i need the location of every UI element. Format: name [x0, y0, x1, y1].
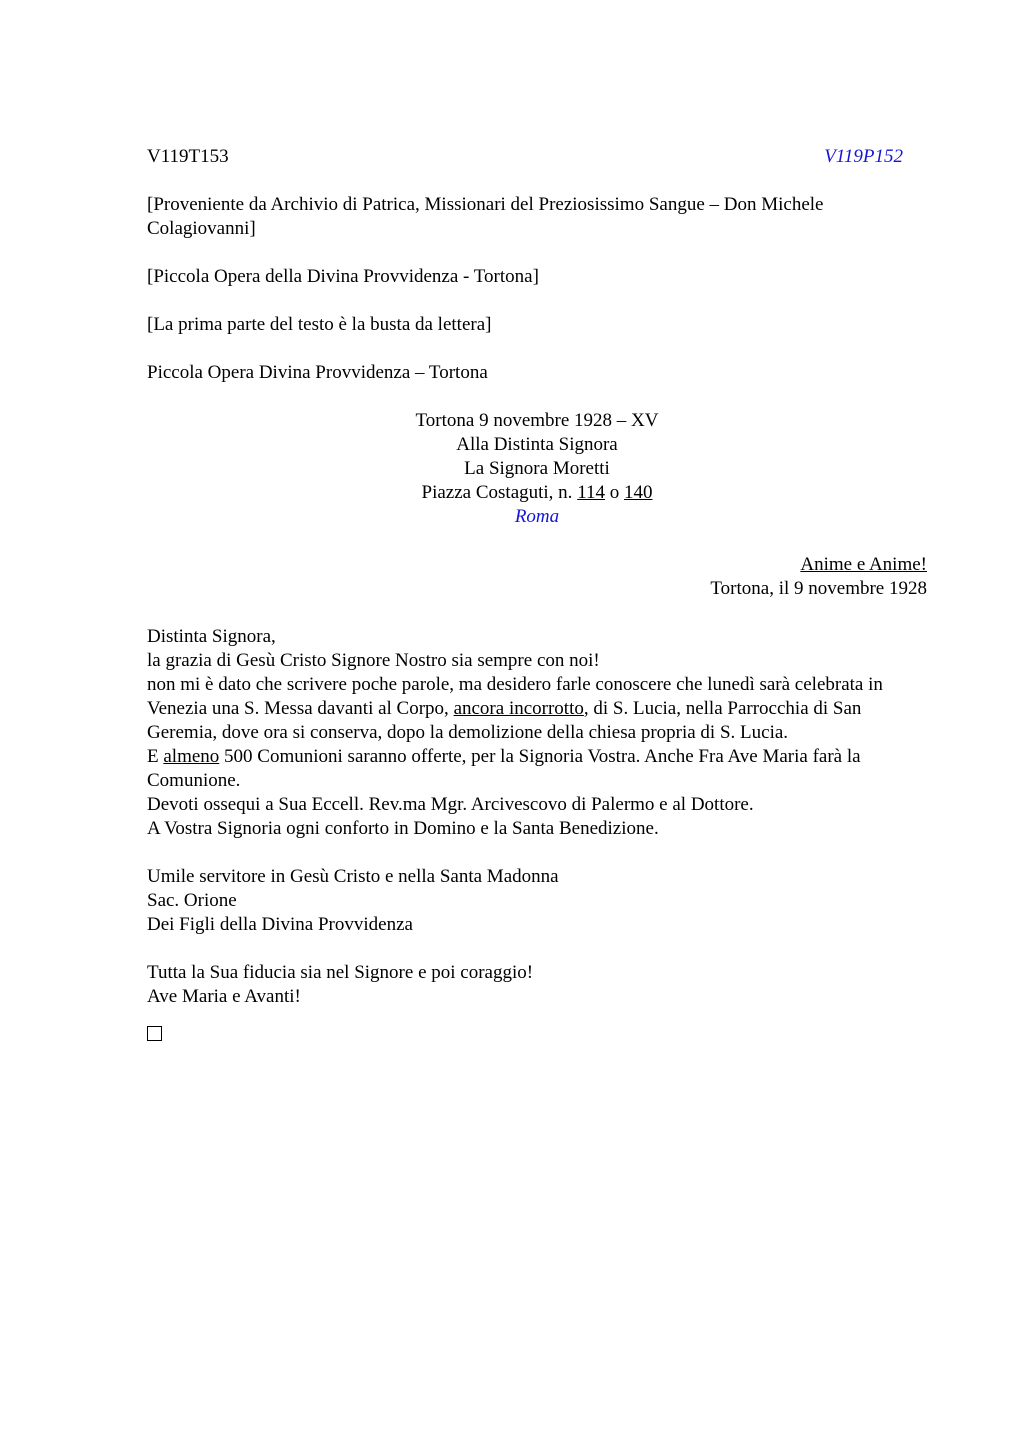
postscript: [147, 961, 927, 1009]
body-paragraph-2: [147, 745, 927, 793]
signature-name: Sac. Orione: [147, 890, 237, 911]
opera-note: [Piccola Opera della Divina Provvidenza - Tortona]: [147, 266, 539, 287]
document-id: V119T153: [147, 146, 229, 167]
body2-text-b: 500 Comunioni saranno offerte, per la Signoria Vostra. Anche Fra Ave Maria farà la Comunione.: [147, 746, 861, 791]
envelope-date: Tortona 9 novembre 1928 – XV: [415, 410, 659, 431]
motto-text: Anime e Anime!: [800, 554, 927, 575]
envelope-sender: Piccola Opera Divina Provvidenza – Tortona: [147, 362, 488, 383]
envelope-note: [La prima parte del testo è la busta da lettera]: [147, 314, 492, 335]
body2-underlined: almeno: [163, 746, 220, 767]
document-page: [147, 145, 927, 1041]
closing-line-1: Umile servitore in Gesù Cristo e nella Santa Madonna: [147, 866, 559, 887]
document-header: [147, 145, 903, 169]
envelope-address-block: [147, 409, 927, 529]
letter-date: Tortona, il 9 novembre 1928: [710, 578, 927, 599]
addressee-street: [147, 481, 927, 505]
source-note: [Proveniente da Archivio di Patrica, Missionari del Preziosissimo Sangue – Don Michele Colagiovanni]: [147, 194, 824, 239]
letter-body: [147, 625, 927, 841]
closing-line-3: Dei Figli della Divina Provvidenza: [147, 914, 413, 935]
address-prefix: Piazza Costaguti, n.: [421, 482, 578, 503]
body-paragraph-1: [147, 673, 927, 745]
postscript-line-1: Tutta la Sua fiducia sia nel Signore e poi coraggio!: [147, 962, 534, 983]
body1-underlined: ancora incorrotto: [453, 698, 584, 719]
postscript-line-2: Ave Maria e Avanti!: [147, 986, 301, 1007]
body-paragraph-3: Devoti ossequi a Sua Eccell. Rev.ma Mgr. Arcivescovo di Palermo e al Dottore.: [147, 794, 754, 815]
body-paragraph-4: A Vostra Signoria ogni conforto in Domino e la Santa Benedizione.: [147, 818, 659, 839]
greeting: la grazia di Gesù Cristo Signore Nostro sia sempre con noi!: [147, 650, 600, 671]
checkbox-square-icon: [147, 1026, 162, 1041]
body1-text-b: , di S. Lucia, nella Parrocchia di San Geremia, dove ora si conserva, dopo la demolizione della chiesa propria di S. Lucia.: [147, 698, 862, 743]
page-reference: V119P152: [824, 146, 903, 167]
salutation: Distinta Signora,: [147, 626, 276, 647]
signature-block: [147, 865, 927, 937]
addressee-title: Alla Distinta Signora: [456, 434, 618, 455]
letter-motto: [147, 553, 927, 577]
body2-text-a: E: [147, 746, 164, 767]
address-number-1: 114: [577, 482, 605, 503]
body1-text-a: non mi è dato che scrivere poche parole, ma desidero farle conoscere che lunedì sarà celebrata in Venezia una S. Messa davanti al Corpo,: [147, 674, 883, 719]
addressee-city: Roma: [514, 506, 560, 527]
address-number-2: 140: [623, 482, 653, 503]
address-or: o: [604, 482, 624, 503]
addressee-name: La Signora Moretti: [464, 458, 610, 479]
